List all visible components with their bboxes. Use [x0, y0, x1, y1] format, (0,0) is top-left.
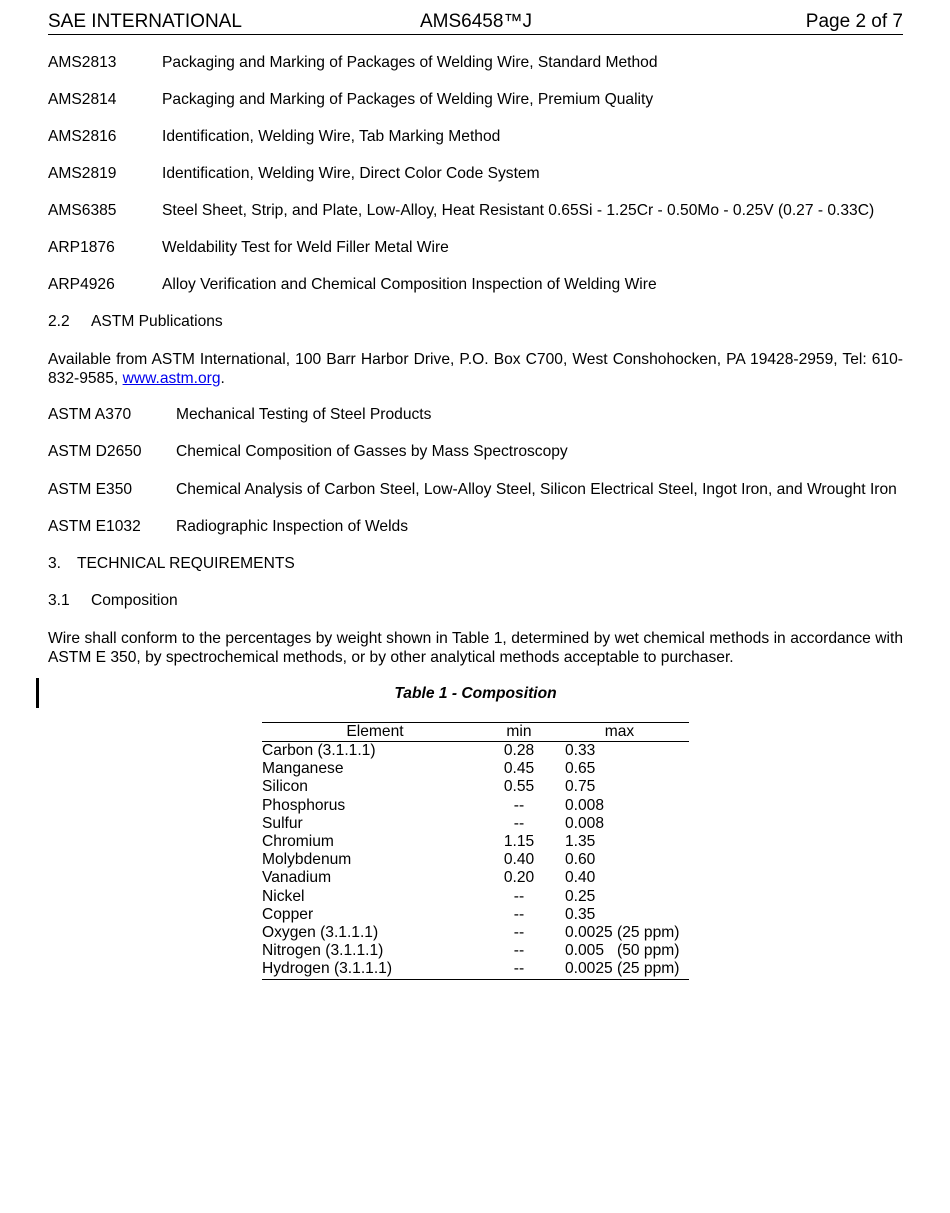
reference-code: ARP1876: [48, 239, 115, 256]
section-heading-3: [48, 555, 295, 573]
reference-item: [48, 165, 908, 183]
header-doc-number: AMS6458™J: [420, 11, 532, 32]
reference-code: ASTM A370: [48, 406, 132, 423]
cell-element: Silicon: [262, 778, 308, 796]
reference-title: Identification, Welding Wire, Tab Marking Method: [162, 128, 501, 145]
table-row: [262, 869, 689, 887]
availability-text: Available from ASTM International, 100 Barr Harbor Drive, P.O. Box C700, West Conshohocken, PA 19428-2959, Tel: 610-832-9585,: [48, 351, 903, 387]
reference-title: Identification, Welding Wire, Direct Color Code System: [162, 165, 540, 182]
section-number: 3.: [48, 555, 62, 572]
table-row: [262, 797, 689, 815]
reference-code: ASTM D2650: [48, 443, 142, 460]
cell-min: --: [513, 887, 525, 905]
cell-max: 0.25: [565, 887, 596, 905]
reference-title: Steel Sheet, Strip, and Plate, Low-Alloy, Heat Resistant 0.65Si - 1.25Cr - 0.50Mo - 0.25V (0.27 - 0.33C): [162, 202, 875, 219]
page-header: [48, 10, 903, 35]
header-min: min: [488, 723, 550, 742]
composition-paragraph: Wire shall conform to the percentages by weight shown in Table 1, determined by wet chemical methods in accordance with ASTM E 350, by spectrochemical methods, or by other analytical methods acceptable to purchaser.: [48, 630, 903, 666]
reference-item: [48, 239, 908, 257]
cell-min: --: [513, 814, 525, 832]
table-row: [262, 742, 689, 761]
composition-table: [262, 722, 689, 980]
reference-item: [48, 276, 908, 294]
cell-element: Phosphorus: [262, 796, 346, 814]
reference-item: [48, 91, 908, 109]
table-row: [262, 924, 689, 942]
cell-max: 0.33: [565, 742, 596, 759]
cell-element: Sulfur: [262, 814, 303, 832]
reference-item: [48, 518, 908, 536]
table-row: [262, 960, 689, 979]
cell-element: Hydrogen (3.1.1.1): [262, 960, 488, 979]
revision-change-bar: [36, 678, 39, 708]
table-row: [262, 833, 689, 851]
reference-code: ASTM E1032: [48, 518, 141, 535]
header-element: Element: [262, 723, 488, 742]
reference-item: [48, 406, 908, 424]
section-title: ASTM Publications: [91, 313, 223, 330]
reference-code: ARP4926: [48, 276, 115, 293]
table-row: [262, 942, 689, 960]
cell-element: Copper: [262, 905, 314, 923]
cell-min: --: [513, 924, 525, 942]
cell-min: --: [513, 905, 525, 923]
cell-element: Manganese: [262, 760, 344, 778]
reference-title: Packaging and Marking of Packages of Welding Wire, Premium Quality: [162, 91, 654, 108]
table-row: [262, 778, 689, 796]
header-page-number: Page 2 of 7: [805, 11, 903, 32]
reference-title: Packaging and Marking of Packages of Welding Wire, Standard Method: [162, 54, 658, 71]
header-org: SAE INTERNATIONAL: [48, 11, 242, 32]
cell-element: Vanadium: [262, 869, 332, 887]
cell-min: 0.40: [503, 851, 535, 869]
section-heading-2-2: [48, 313, 223, 331]
table-header-row: [262, 723, 689, 742]
header-max: max: [550, 723, 689, 742]
cell-max: 1.35: [565, 833, 596, 851]
cell-min: 0.20: [503, 869, 535, 887]
cell-max: 0.0025 (25 ppm): [565, 924, 680, 942]
cell-element: Chromium: [262, 833, 334, 851]
cell-max: 0.005 (50 ppm): [565, 942, 680, 960]
cell-min: --: [513, 796, 525, 814]
cell-min: --: [513, 942, 525, 960]
reference-item: [48, 443, 908, 461]
reference-title: Mechanical Testing of Steel Products: [176, 406, 432, 423]
cell-max: 0.008: [565, 796, 605, 814]
reference-title: Chemical Analysis of Carbon Steel, Low-Alloy Steel, Silicon Electrical Steel, Ingot Iron, and Wrought Iron: [176, 481, 897, 498]
reference-title: Chemical Composition of Gasses by Mass Spectroscopy: [176, 443, 568, 460]
cell-min: 1.15: [503, 833, 535, 851]
reference-code: ASTM E350: [48, 481, 133, 498]
astm-availability-paragraph: [48, 350, 903, 388]
cell-max: 0.35: [565, 905, 596, 923]
reference-item: [48, 128, 908, 146]
section-title: TECHNICAL REQUIREMENTS: [77, 555, 295, 572]
table-caption: Table 1 - Composition: [394, 685, 557, 702]
reference-code: AMS6385: [48, 202, 117, 219]
reference-title: Weldability Test for Weld Filler Metal Wire: [162, 239, 449, 256]
cell-min: 0.55: [503, 778, 535, 796]
reference-code: AMS2819: [48, 165, 117, 182]
reference-title: Alloy Verification and Chemical Composition Inspection of Welding Wire: [162, 276, 657, 293]
cell-element: Nickel: [262, 887, 305, 905]
table-row: [262, 906, 689, 924]
section-number: 2.2: [48, 313, 70, 330]
section-heading-3-1: [48, 592, 178, 610]
cell-max: 0.75: [565, 778, 596, 796]
table-row: [262, 851, 689, 869]
reference-code: AMS2814: [48, 91, 117, 108]
cell-max: 0.008: [565, 814, 605, 832]
cell-element: Oxygen (3.1.1.1): [262, 924, 379, 942]
cell-max: 0.0025 (25 ppm): [550, 960, 689, 979]
reference-title: Radiographic Inspection of Welds: [176, 518, 409, 535]
cell-element: Molybdenum: [262, 851, 352, 869]
availability-end: .: [220, 370, 225, 387]
section-number: 3.1: [48, 592, 70, 609]
cell-element: Nitrogen (3.1.1.1): [262, 942, 384, 960]
cell-max: 0.65: [565, 760, 596, 778]
cell-max: 0.60: [565, 851, 596, 869]
cell-max: 0.40: [565, 869, 596, 887]
cell-min: 0.45: [503, 760, 535, 778]
cell-min: --: [488, 960, 550, 979]
table-row: [262, 760, 689, 778]
reference-item: [48, 481, 908, 499]
reference-item: [48, 54, 908, 72]
reference-code: AMS2816: [48, 128, 117, 145]
section-title: Composition: [91, 592, 178, 609]
reference-item: [48, 202, 908, 220]
astm-website-link[interactable]: www.astm.org: [122, 370, 221, 387]
cell-min: 0.28: [503, 742, 535, 759]
table-row: [262, 815, 689, 833]
reference-code: AMS2813: [48, 54, 117, 71]
table-row: [262, 888, 689, 906]
cell-element: Carbon (3.1.1.1): [262, 742, 376, 759]
